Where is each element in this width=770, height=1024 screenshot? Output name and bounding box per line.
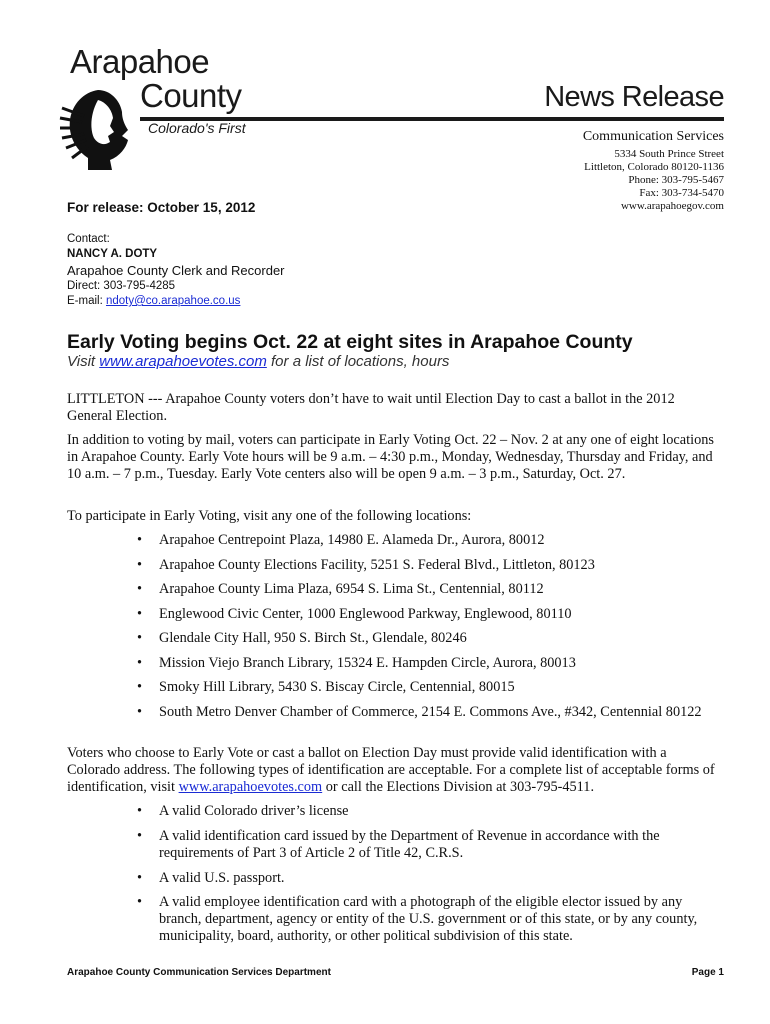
subhead-link[interactable]: www.arapahoevotes.com — [99, 353, 267, 370]
list-item: • A valid employee identification card with a photograph of the eligible elector issued by any branch, department, agency or entity of the U.S. government or of this state, or by any county, municipality, board, authority, or other political subdivision of this state. — [137, 894, 698, 944]
bullet-icon: • — [137, 803, 143, 819]
paragraph-locations-intro: To participate in Early Voting, visit any one of the following locations: — [67, 508, 472, 524]
office-city: Littleton, Colorado 80120-1136 — [584, 161, 724, 173]
list-item: • Mission Viejo Branch Library, 15324 E. Hampden Circle, Aurora, 80013 — [137, 655, 576, 671]
bullet-icon: • — [137, 532, 143, 548]
office-website[interactable]: www.arapahoegov.com — [620, 200, 724, 212]
contact-email-line — [67, 295, 240, 307]
footer-page-number: Page 1 — [691, 967, 724, 978]
news-release-title: News Release — [544, 81, 724, 113]
bullet-icon: • — [137, 606, 143, 622]
identification-link[interactable]: www.arapahoevotes.com — [178, 779, 323, 795]
list-item: • Arapahoe Centrepoint Plaza, 14980 E. Alameda Dr., Aurora, 80012 — [137, 532, 545, 548]
office-name: Communication Services — [582, 129, 724, 144]
contact-direct: Direct: 303-795-4285 — [67, 280, 176, 292]
headline: Early Voting begins Oct. 22 at eight sites in Arapahoe County — [67, 331, 633, 353]
bullet-icon: • — [137, 828, 143, 844]
contact-name: NANCY A. DOTY — [67, 248, 158, 260]
list-item: • A valid Colorado driver’s license — [137, 803, 349, 819]
list-item: • A valid identification card issued by the Department of Revenue in accordance with the requirements of Part 3 of Article 2 of Title 42, C.R.S. — [137, 828, 660, 861]
subhead — [67, 353, 449, 370]
subhead-suffix: for a list of locations, hours — [271, 353, 450, 370]
office-phone: Phone: 303-795-5467 — [628, 174, 724, 186]
office-fax: Fax: 303-734-5470 — [639, 187, 724, 199]
release-date: For release: October 15, 2012 — [67, 200, 256, 215]
contact-label: Contact: — [67, 233, 110, 245]
paragraph-intro: LITTLETON --- Arapahoe County voters don’t have to wait until Election Day to cast a ballot in the 2012 General Election. — [67, 391, 675, 424]
list-item: • Glendale City Hall, 950 S. Birch St., Glendale, 80246 — [137, 630, 467, 646]
brand-tagline: Colorado's First — [148, 120, 246, 136]
bullet-icon: • — [137, 655, 143, 671]
contact-title: Arapahoe County Clerk and Recorder — [67, 263, 285, 278]
list-item: • Arapahoe County Elections Facility, 5251 S. Federal Blvd., Littleton, 80123 — [137, 557, 595, 573]
office-street: 5334 South Prince Street — [614, 148, 724, 160]
list-item: • Smoky Hill Library, 5430 S. Biscay Circle, Centennial, 80015 — [137, 679, 515, 695]
bullet-icon: • — [137, 630, 143, 646]
bullet-icon: • — [137, 894, 143, 910]
list-item: • Englewood Civic Center, 1000 Englewood Parkway, Englewood, 80110 — [137, 606, 572, 622]
bullet-icon: • — [137, 679, 143, 695]
paragraph-early-voting: In addition to voting by mail, voters can participate in Early Voting Oct. 22 – Nov. 2 at any one of eight locations in Arapahoe County. Early Vote hours will be 9 a.m. – 4:30 p.m., Monday, Wednesday, Thursday and Friday, and 10 a.m. – 7 p.m., Tuesday. Early Vote centers also will be open 9 a.m. – 3 p.m., Saturday, Oct. 27. — [67, 432, 714, 482]
list-item: • A valid U.S. passport. — [137, 870, 285, 886]
brand-name-line2: County — [140, 77, 242, 114]
footer-department: Arapahoe County Communication Services Department — [67, 967, 331, 978]
list-item: • Arapahoe County Lima Plaza, 6954 S. Lima St., Centennial, 80112 — [137, 581, 544, 597]
subhead-prefix: Visit — [67, 353, 96, 370]
contact-email-label: E-mail: — [67, 295, 103, 307]
bullet-icon: • — [137, 704, 143, 720]
bullet-icon: • — [137, 581, 143, 597]
paragraph-identification: Voters who choose to Early Vote or cast a ballot on Election Day must provide valid identification with a Colorado address. The following types of identification are acceptable. For a complete list of acceptable forms of identification, visit www.arapahoevotes.com or call the Elections Division at 303-795-4511. — [67, 745, 715, 795]
bullet-icon: • — [137, 557, 143, 573]
list-item: • South Metro Denver Chamber of Commerce, 2154 E. Commons Ave., #342, Centennial 80122 — [137, 704, 702, 720]
brand-name-line1: Arapahoe — [70, 43, 210, 80]
bullet-icon: • — [137, 870, 143, 886]
county-logo-emblem — [58, 86, 138, 172]
contact-email-link[interactable]: ndoty@co.arapahoe.co.us — [105, 295, 241, 307]
